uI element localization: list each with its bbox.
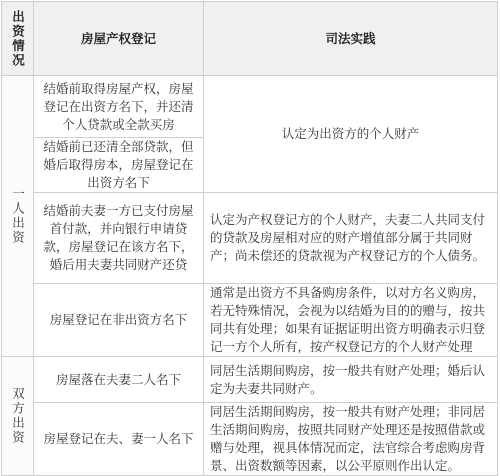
header-row [2, 2, 498, 76]
table-row [2, 403, 498, 476]
registration-cell: 结婚前夫妻一方已支付房屋首付款，并向银行申请贷款，房屋登记在该方名下，婚后用夫妻共同财产还贷 [34, 193, 204, 284]
practice-cell: 认定为产权登记方的个人财产，夫妻二人共同支付的贷款及房屋相对应的财产增值部分属于共同财产；尚未偿还的贷款视为产权登记方的个人债务。 [204, 193, 498, 284]
registration-cell: 结婚前已还清全部贷款，但婚后取得房本，房屋登记在出资方名下 [34, 138, 204, 193]
registration-cell: 房屋登记在非出资方名下 [34, 284, 204, 357]
header-registration: 房屋产权登记 [34, 2, 204, 76]
practice-cell: 认定为出资方的个人财产 [204, 76, 498, 193]
header-contribution: 出资情况 [2, 2, 34, 76]
practice-cell: 通常是出资方不具备购房条件，以对方名义购房，若无特殊情况，会视为以结婚为目的的赠与，按共同共有处理；如果有证据证明出资方明确表示归登记一方个人所有，按产权登记方的个人财产处理 [204, 284, 498, 357]
table-row [2, 76, 498, 138]
table-row [2, 357, 498, 403]
group-label-both: 双方出资 [2, 357, 34, 476]
property-table [1, 1, 498, 476]
registration-cell: 房屋落在夫妻二人名下 [34, 357, 204, 403]
registration-cell: 房屋登记在夫、妻一人名下 [34, 403, 204, 476]
header-practice: 司法实践 [204, 2, 498, 76]
table-row [2, 284, 498, 357]
practice-cell: 同居生活期间购房，按一般共有财产处理；婚后认定为夫妻共同财产。 [204, 357, 498, 403]
registration-cell: 结婚前取得房屋产权，房屋登记在出资方名下，并还清个人贷款或全款买房 [34, 76, 204, 138]
group-label-single: 一人出资 [2, 76, 34, 357]
practice-cell: 同居生活期间购房，按一般共有财产处理；非同居生活期间购房，按照共同财产处理还是按照借款或赠与处理，视具体情况而定，法官综合考虑购房背景、出资数额等因素，以公平原则作出认定。 [204, 403, 498, 476]
table-row [2, 193, 498, 284]
